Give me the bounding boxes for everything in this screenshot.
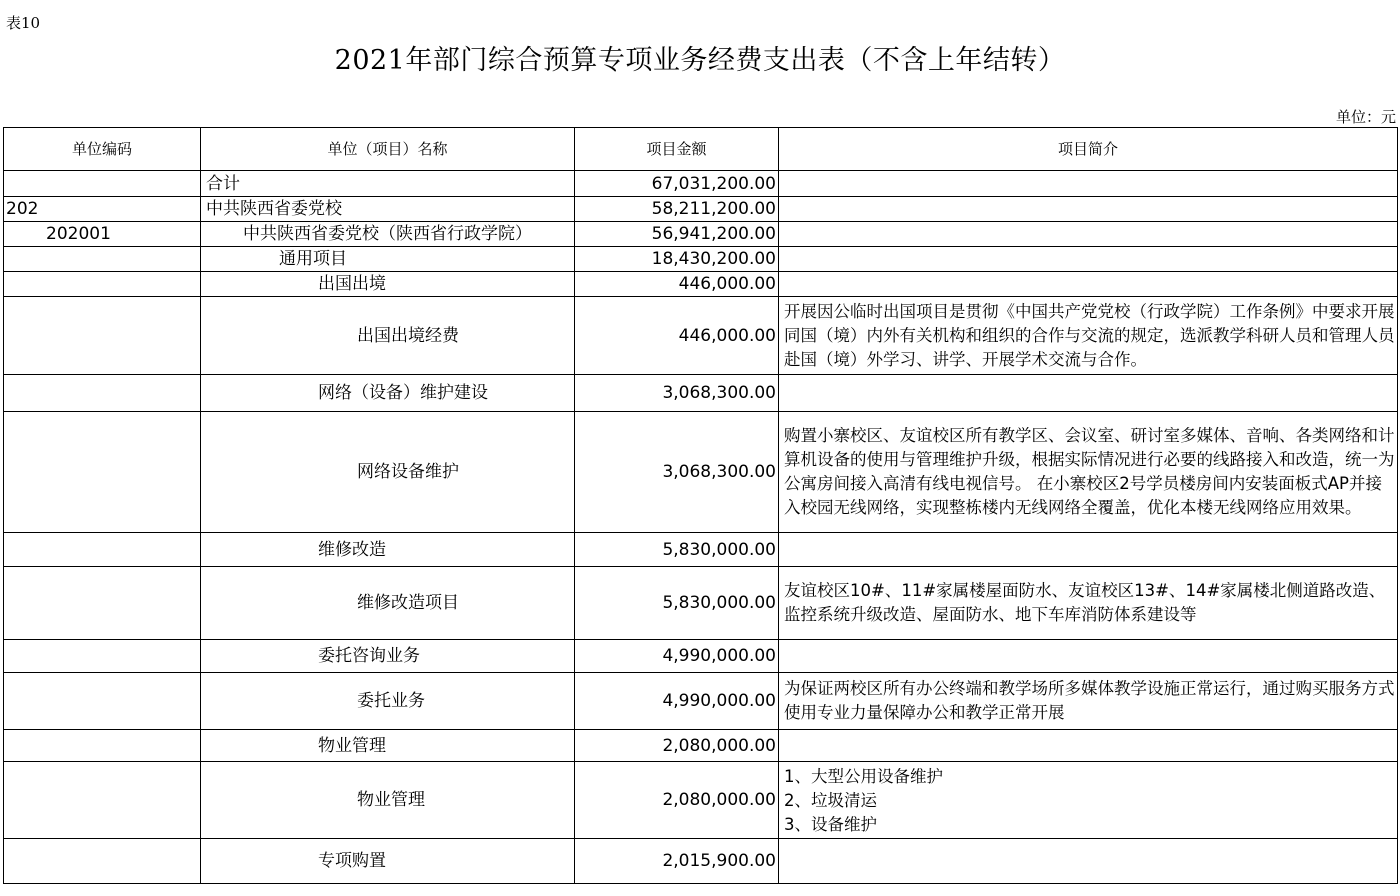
row-amount: 3,068,300.00 (575, 412, 779, 533)
table-row (4, 730, 1398, 762)
row-desc: 开展因公临时出国项目是贯彻《中国共产党党校（行政学院）工作条例》中要求开展同国（境）内外有关机构和组织的合作与交流的规定，选派教学科研人员和管理人员赴国（境）外学习、讲学、开展学术交流与合作。 (779, 297, 1398, 375)
page-title: 2021年部门综合预算专项业务经费支出表（不含上年结转） (334, 45, 1066, 76)
table-number: 表10 (6, 14, 41, 32)
row-name: 维修改造 (201, 533, 575, 567)
row-desc: 购置小寨校区、友谊校区所有教学区、会议室、研讨室多媒体、音响、各类网络和计算机设备的使用与管理维护升级，根据实际情况进行必要的线路接入和改造，统一为公寓房间接入高清有线电视信号。 在小寨校区2号学员楼房间内安装面板式AP并接入校园无线网络，实现整栋楼内无线网络全覆盖，优化本楼无线网络应用效果。 (779, 412, 1398, 533)
row-amount: 56,941,200.00 (575, 222, 779, 247)
row-amount: 2,080,000.00 (575, 762, 779, 839)
row-name: 维修改造项目 (201, 567, 575, 640)
row-amount: 2,080,000.00 (575, 730, 779, 762)
row-amount: 58,211,200.00 (575, 197, 779, 222)
row-code (4, 640, 201, 673)
table-row (4, 375, 1398, 412)
row-amount: 3,068,300.00 (575, 375, 779, 412)
row-code (4, 533, 201, 567)
row-desc: 友谊校区10#、11#家属楼屋面防水、友谊校区13#、14#家属楼北侧道路改造、监控系统升级改造、屋面防水、地下车库消防体系建设等 (779, 567, 1398, 640)
header-desc: 项目简介 (779, 128, 1398, 171)
table-row (4, 412, 1398, 533)
table-row (4, 839, 1398, 884)
row-desc (779, 247, 1398, 272)
row-desc (779, 171, 1398, 197)
table-row (4, 533, 1398, 567)
row-desc (779, 839, 1398, 884)
row-code (4, 297, 201, 375)
row-amount: 446,000.00 (575, 297, 779, 375)
table-row (4, 171, 1398, 197)
row-code (4, 762, 201, 839)
row-name: 物业管理 (201, 762, 575, 839)
table-row (4, 272, 1398, 297)
row-name: 专项购置 (201, 839, 575, 884)
table-row (4, 673, 1398, 730)
row-amount: 5,830,000.00 (575, 533, 779, 567)
row-desc (779, 197, 1398, 222)
property-desc-list (784, 765, 1395, 835)
row-code (4, 730, 201, 762)
row-name: 委托业务 (201, 673, 575, 730)
header-name: 单位（项目）名称 (201, 128, 575, 171)
row-amount: 4,990,000.00 (575, 640, 779, 673)
row-code: 202001 (4, 222, 201, 247)
table-row (4, 247, 1398, 272)
row-name: 通用项目 (201, 247, 575, 272)
table-row (4, 297, 1398, 375)
table-row (4, 197, 1398, 222)
row-name: 中共陕西省委党校 (201, 197, 575, 222)
row-desc (779, 272, 1398, 297)
table-row (4, 762, 1398, 839)
header-code: 单位编码 (4, 128, 201, 171)
row-desc (779, 640, 1398, 673)
row-code: 202 (4, 197, 201, 222)
row-desc: 为保证两校区所有办公终端和教学场所多媒体教学设施正常运行，通过购买服务方式使用专业力量保障办公和教学正常开展 (779, 673, 1398, 730)
row-name: 委托咨询业务 (201, 640, 575, 673)
row-name: 出国出境经费 (201, 297, 575, 375)
row-desc (779, 730, 1398, 762)
list-item: 1、大型公用设备维护 (784, 767, 943, 786)
row-desc (779, 762, 1398, 839)
row-name: 网络设备维护 (201, 412, 575, 533)
row-desc (779, 533, 1398, 567)
row-code (4, 567, 201, 640)
row-amount: 4,990,000.00 (575, 673, 779, 730)
row-amount: 67,031,200.00 (575, 171, 779, 197)
row-name: 中共陕西省委党校（陕西省行政学院） (201, 222, 575, 247)
row-desc (779, 375, 1398, 412)
header-amount: 项目金额 (575, 128, 779, 171)
row-name: 网络（设备）维护建设 (201, 375, 575, 412)
row-code (4, 171, 201, 197)
row-code (4, 412, 201, 533)
row-code (4, 272, 201, 297)
row-amount: 5,830,000.00 (575, 567, 779, 640)
row-amount: 18,430,200.00 (575, 247, 779, 272)
list-item: 2、垃圾清运 (784, 791, 877, 810)
row-name: 出国出境 (201, 272, 575, 297)
row-amount: 446,000.00 (575, 272, 779, 297)
table-row (4, 567, 1398, 640)
row-code (4, 247, 201, 272)
row-desc (779, 222, 1398, 247)
budget-table (3, 127, 1398, 884)
table-row (4, 640, 1398, 673)
row-name: 物业管理 (201, 730, 575, 762)
unit-label: 单位：元 (1335, 108, 1396, 126)
row-name: 合计 (201, 171, 575, 197)
row-code (4, 839, 201, 884)
header-row (4, 128, 1398, 171)
row-code (4, 673, 201, 730)
table-row (4, 222, 1398, 247)
row-code (4, 375, 201, 412)
list-item: 3、设备维护 (784, 815, 877, 834)
row-amount: 2,015,900.00 (575, 839, 779, 884)
